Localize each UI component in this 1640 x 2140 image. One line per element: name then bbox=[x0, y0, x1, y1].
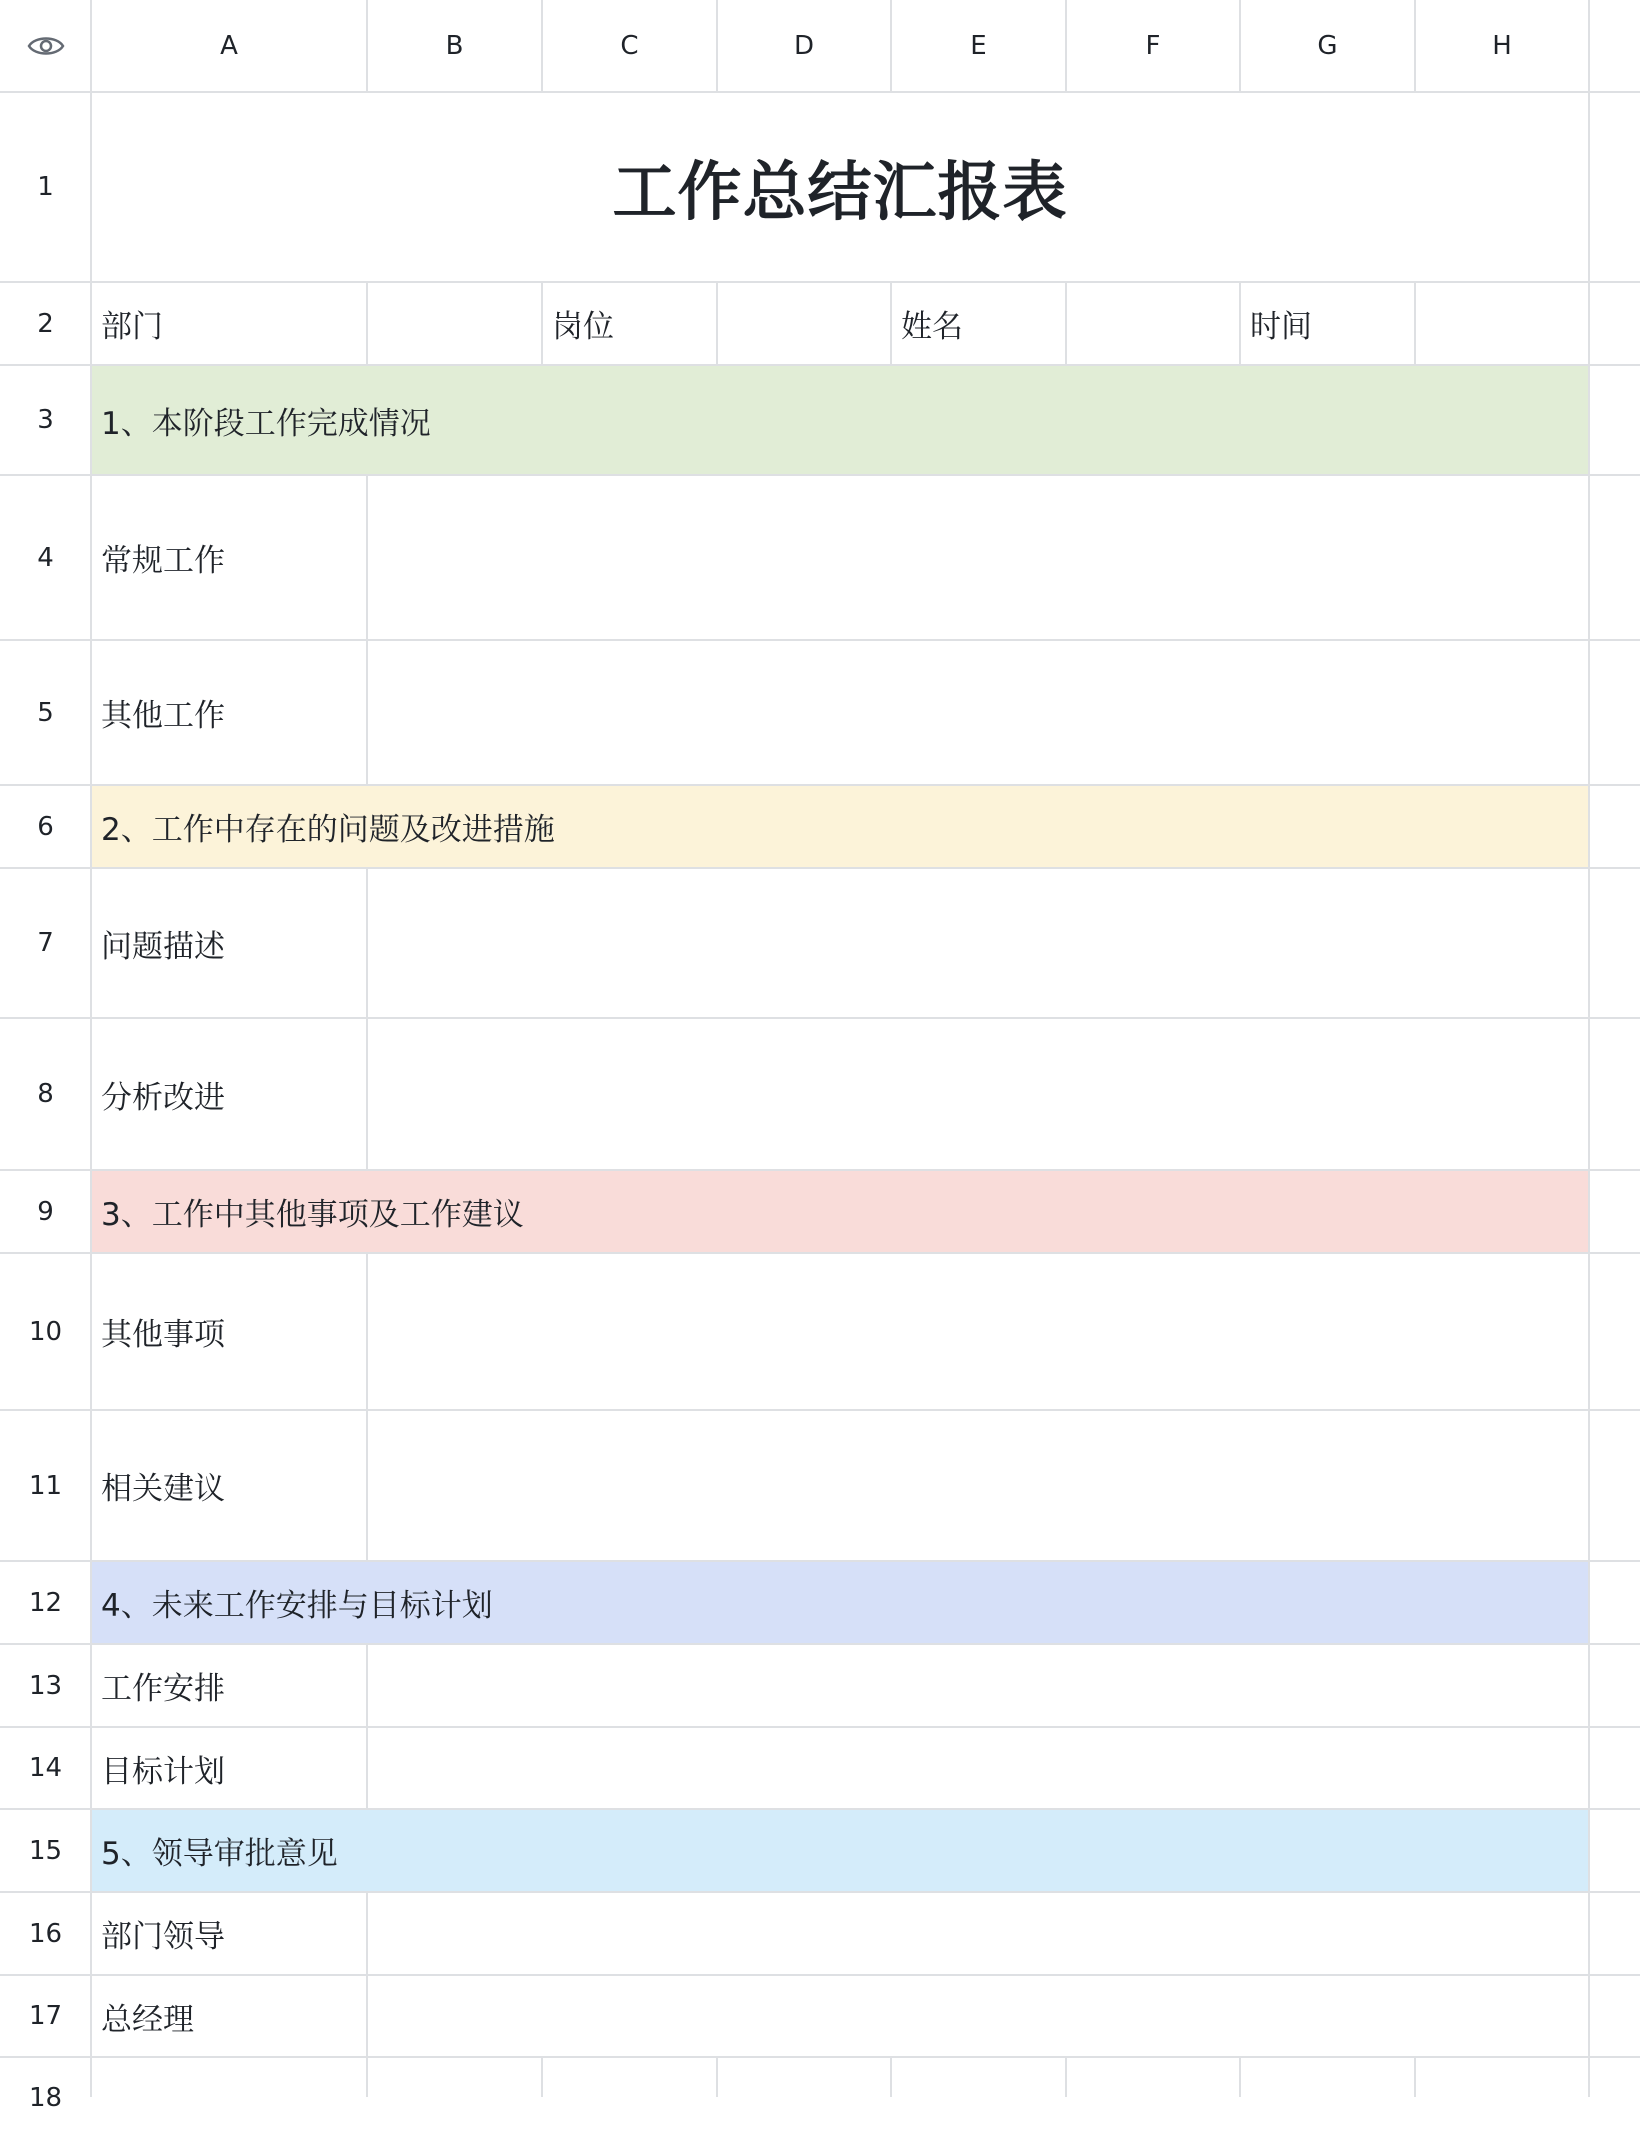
section-heading-4[interactable]: 4、未来工作安排与目标计划 bbox=[101, 1588, 493, 1624]
column-header-g[interactable]: G bbox=[1240, 0, 1415, 92]
eye-icon[interactable] bbox=[27, 34, 65, 58]
row-header-5[interactable]: 5 bbox=[0, 640, 91, 785]
row-header-14[interactable]: 14 bbox=[0, 1727, 91, 1809]
section-heading-2[interactable]: 2、工作中存在的问题及改进措施 bbox=[101, 812, 555, 848]
name-label-cell[interactable]: 姓名 bbox=[901, 309, 963, 345]
item-label-other-work[interactable]: 其他工作 bbox=[101, 698, 225, 734]
item-content-other-matters[interactable] bbox=[367, 1253, 1589, 1410]
item-label-general-manager[interactable]: 总经理 bbox=[101, 2001, 194, 2038]
time-label-cell[interactable]: 时间 bbox=[1250, 309, 1312, 345]
row-header-10[interactable]: 10 bbox=[0, 1253, 91, 1410]
column-header-e[interactable]: E bbox=[891, 0, 1066, 92]
item-label-work-arrangement[interactable]: 工作安排 bbox=[101, 1671, 225, 1707]
item-label-other-matters[interactable]: 其他事项 bbox=[101, 1317, 225, 1353]
column-header-f[interactable]: F bbox=[1066, 0, 1240, 92]
sheet-title[interactable]: 工作总结汇报表 bbox=[612, 156, 1068, 230]
item-label-dept-leader[interactable]: 部门领导 bbox=[101, 1919, 225, 1955]
item-label-analysis[interactable]: 分析改进 bbox=[101, 1079, 225, 1116]
item-label-goal-plan[interactable]: 目标计划 bbox=[101, 1753, 225, 1790]
row-header-7[interactable]: 7 bbox=[0, 868, 91, 1018]
item-content-work-arrangement[interactable] bbox=[367, 1644, 1589, 1727]
item-content-dept-leader[interactable] bbox=[367, 1892, 1589, 1975]
dept-value-cell[interactable] bbox=[367, 282, 542, 365]
row-header-11[interactable]: 11 bbox=[0, 1410, 91, 1561]
item-content-general-manager[interactable] bbox=[367, 1975, 1589, 2057]
section-heading-3[interactable]: 3、工作中其他事项及工作建议 bbox=[101, 1197, 524, 1233]
row-header-18[interactable]: 18 bbox=[0, 2057, 91, 2140]
row-header-15[interactable]: 15 bbox=[0, 1809, 91, 1892]
row-header-6[interactable]: 6 bbox=[0, 785, 91, 868]
row-header-13[interactable]: 13 bbox=[0, 1644, 91, 1727]
item-content-other-work[interactable] bbox=[367, 640, 1589, 785]
row-header-4[interactable]: 4 bbox=[0, 475, 91, 640]
item-content-goal-plan[interactable] bbox=[367, 1727, 1589, 1809]
post-label-cell[interactable]: 岗位 bbox=[552, 309, 614, 345]
dept-label-cell[interactable]: 部门 bbox=[101, 309, 163, 345]
row-header-17[interactable]: 17 bbox=[0, 1975, 91, 2057]
column-header-h[interactable]: H bbox=[1415, 0, 1589, 92]
row-header-16[interactable]: 16 bbox=[0, 1892, 91, 1975]
row-header-9[interactable]: 9 bbox=[0, 1170, 91, 1253]
column-header-d[interactable]: D bbox=[717, 0, 891, 92]
item-content-suggestions[interactable] bbox=[367, 1410, 1589, 1561]
column-header-b[interactable]: B bbox=[367, 0, 542, 92]
item-label-suggestions[interactable]: 相关建议 bbox=[101, 1471, 225, 1507]
row-header-8[interactable]: 8 bbox=[0, 1018, 91, 1170]
row-header-1[interactable]: 1 bbox=[0, 92, 91, 282]
column-header-c[interactable]: C bbox=[542, 0, 717, 92]
column-header-a[interactable]: A bbox=[91, 0, 367, 92]
post-value-cell[interactable] bbox=[717, 282, 891, 365]
item-content-analysis[interactable] bbox=[367, 1018, 1589, 1170]
name-value-cell[interactable] bbox=[1066, 282, 1240, 365]
time-value-cell[interactable] bbox=[1415, 282, 1589, 365]
row-header-2[interactable]: 2 bbox=[0, 282, 91, 365]
item-label-problem-desc[interactable]: 问题描述 bbox=[101, 928, 225, 965]
item-label-routine-work[interactable]: 常规工作 bbox=[101, 543, 225, 579]
section-heading-1[interactable]: 1、本阶段工作完成情况 bbox=[101, 405, 431, 442]
section-heading-5[interactable]: 5、领导审批意见 bbox=[101, 1836, 338, 1872]
row-header-12[interactable]: 12 bbox=[0, 1561, 91, 1644]
row-header-3[interactable]: 3 bbox=[0, 365, 91, 475]
item-content-routine-work[interactable] bbox=[367, 475, 1589, 640]
item-content-problem-desc[interactable] bbox=[367, 868, 1589, 1018]
select-all-corner[interactable] bbox=[0, 0, 91, 92]
